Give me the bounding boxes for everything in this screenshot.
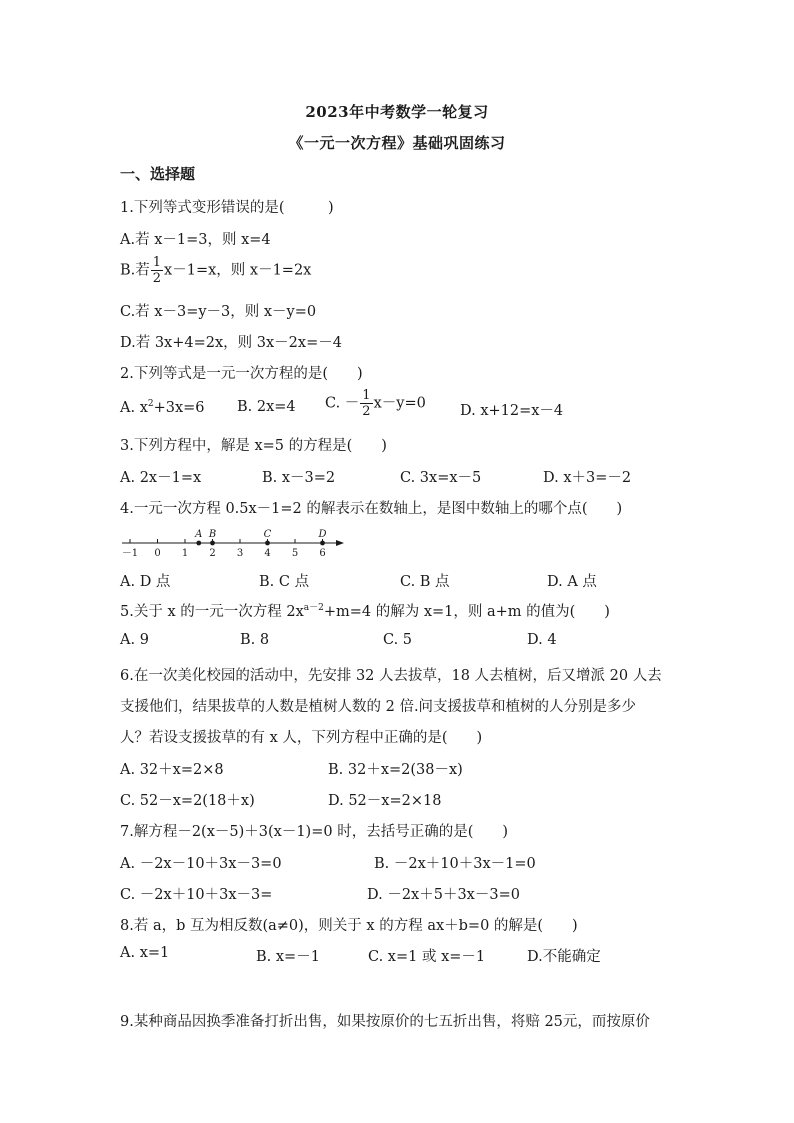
document-title: 2023年中考数学一轮复习 (305, 103, 489, 121)
option-c-prefix: C. － (325, 395, 360, 412)
number-line-point-label: C (263, 529, 272, 540)
arrow-head-icon (336, 540, 344, 546)
fraction-denominator: 2 (362, 404, 371, 419)
number-line-tick-label: －1 (121, 548, 139, 559)
number-line-tick-label: 0 (154, 548, 161, 559)
fraction (151, 256, 163, 285)
number-line-point (265, 541, 270, 546)
question-6-option-d: D. 52－x=2×18 (328, 793, 442, 809)
number-line-tick-label: 5 (291, 548, 299, 559)
question-7-option-c: C. －2x＋10＋3x－3= (120, 887, 273, 903)
question-1-option-c: C.若 x－3=y－3，则 x－y=0 (120, 304, 317, 320)
option-b-prefix: B.若 (120, 262, 150, 279)
question-6-option-a: A. 32＋x=2×8 (120, 762, 224, 778)
question-1-option-a: A.若 x－1=3，则 x=4 (120, 232, 271, 248)
number-line-point (210, 541, 215, 546)
option-a-base: A. x (120, 400, 148, 416)
number-line-point-label: A (195, 529, 203, 540)
question-2-option-d: D. x+12=x－4 (460, 403, 564, 419)
question-2-option-c (325, 389, 426, 418)
question-6-line-3: 人？若设支援拔草的有 x 人，下列方程中正确的是( ) (120, 730, 483, 746)
question-2-stem: 2.下列等式是一元一次方程的是( ) (120, 366, 363, 382)
question-8-option-b: B. x=－1 (256, 949, 320, 965)
question-2-option-a (120, 399, 205, 416)
question-6-option-c: C. 52－x=2(18＋x) (120, 793, 255, 809)
number-line-point (320, 541, 325, 546)
number-line-point-label: D (318, 529, 327, 540)
question-6-option-b: B. 32＋x=2(38－x) (328, 762, 463, 778)
question-1-option-b (120, 256, 311, 285)
question-5-stem (120, 600, 610, 621)
exponent: a－2 (303, 603, 324, 613)
question-3-stem: 3.下列方程中，解是 x=5 的方程是( ) (120, 438, 387, 454)
number-line-tick-label: 6 (319, 548, 326, 559)
fraction-numerator: 1 (152, 255, 162, 270)
question-3-option-a: A. 2x－1=x (120, 470, 202, 486)
section-heading: 一、选择题 (120, 165, 196, 183)
document-subtitle: 《一元一次方程》基础巩固练习 (288, 134, 506, 152)
number-line-tick-label: 2 (209, 548, 216, 559)
question-4-option-d: D. A 点 (547, 574, 597, 590)
question-7-stem: 7.解方程－2(x－5)＋3(x－1)=0 时，去括号正确的是( ) (120, 824, 509, 840)
stem-suffix: +m=4 的解为 x=1，则 a+m 的值为( ) (323, 604, 610, 620)
exponent: 2 (147, 399, 154, 409)
fraction-denominator: 2 (152, 271, 162, 286)
question-3-option-b: B. x－3=2 (262, 470, 336, 486)
question-1-option-d: D.若 3x+4=2x，则 3x－2x=－4 (120, 335, 342, 351)
question-6-line-2: 支援他们，结果拔草的人数是植树人数的 2 倍.问支援拔草和植树的人分别是多少 (120, 699, 637, 715)
option-b-suffix: x－1=x，则 x－1=2x (164, 262, 312, 279)
number-line-point-label: B (208, 529, 217, 540)
number-line-tick-label: 1 (181, 548, 189, 559)
question-7-option-a: A. －2x－10＋3x－3=0 (120, 856, 282, 872)
fraction-numerator: 1 (362, 388, 371, 403)
option-a-rest: +3x=6 (153, 400, 205, 416)
question-8-option-a: A. x=1 (120, 945, 170, 961)
question-4-option-a: A. D 点 (120, 574, 171, 590)
question-4-stem: 4.一元一次方程 0.5x－1=2 的解表示在数轴上，是图中数轴上的哪个点( ) (120, 501, 623, 517)
number-line-figure (120, 525, 350, 559)
question-8-stem: 8.若 a，b 互为相反数(a≠0)，则关于 x 的方程 ax＋b=0 的解是( ) (120, 918, 578, 934)
number-line-point (196, 541, 201, 546)
stem-prefix: 5.关于 x 的一元一次方程 2x (120, 604, 304, 620)
question-8-option-d: D.不能确定 (527, 949, 601, 965)
question-8-option-c: C. x=1 或 x=－1 (368, 949, 486, 965)
fraction (360, 389, 372, 418)
question-1-stem: 1.下列等式变形错误的是( ) (120, 200, 334, 216)
question-6-line-1: 6.在一次美化校园的活动中，先安排 32 人去拔草，18 人去植树，后又增派 20 人去 (120, 668, 662, 684)
question-3-option-d: D. x＋3=－2 (543, 470, 632, 486)
question-5-option-a: A. 9 (120, 632, 149, 648)
option-c-suffix: x－y=0 (373, 395, 426, 412)
question-2-option-b: B. 2x=4 (237, 399, 296, 415)
question-4-option-c: C. B 点 (400, 574, 450, 590)
question-7-option-b: B. －2x＋10＋3x－1=0 (374, 856, 536, 872)
question-5-option-c: C. 5 (383, 632, 413, 648)
number-line-tick-label: 4 (264, 548, 271, 559)
question-5-option-b: B. 8 (240, 632, 270, 648)
number-line-tick-label: 3 (236, 548, 244, 559)
question-7-option-d: D. －2x＋5＋3x－3=0 (367, 887, 520, 903)
question-4-option-b: B. C 点 (259, 574, 310, 590)
question-5-option-d: D. 4 (527, 632, 557, 648)
question-3-option-c: C. 3x=x－5 (400, 470, 482, 486)
question-9-line-1: 9.某种商品因换季准备打折出售，如果按原价的七五折出售，将赔 25元，而按原价 (120, 1014, 650, 1030)
